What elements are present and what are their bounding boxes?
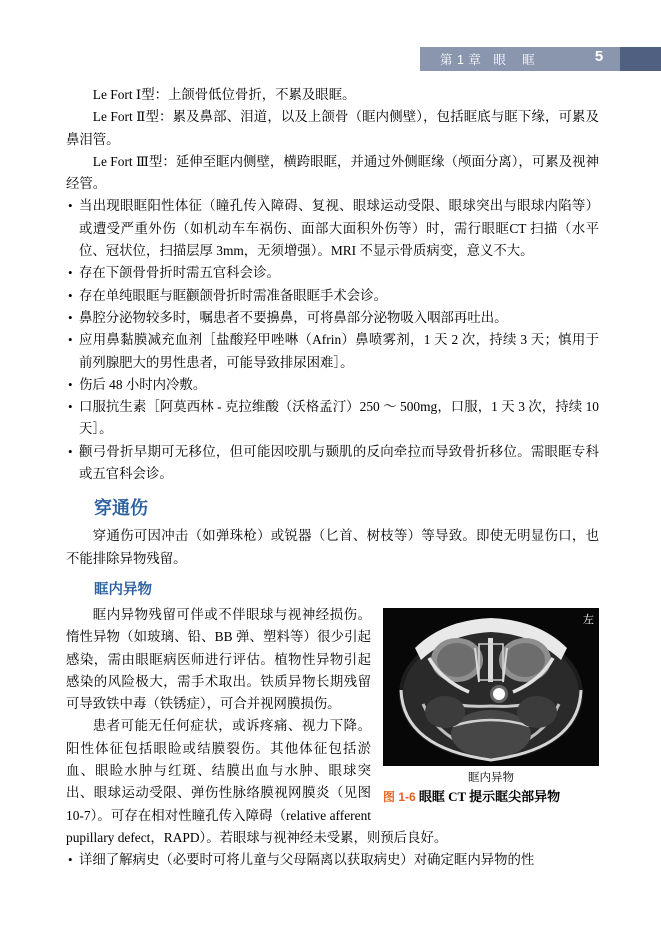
page-header — [0, 47, 661, 71]
ct-scan-image — [383, 608, 599, 766]
list-item: • 当出现眼眶阳性体征（瞳孔传入障碍、复视、眼球运动受限、眼球突出与眼球内陷等）或遭受严重外伤（如机动车车祸伤、面部大面积外伤等）时，需行眼眶CT 扫描（水平位、冠状位，扫描层厚 3mm，无须增强）。MRI 不显示骨质病变，意义不大。 — [66, 195, 599, 262]
chapter-title: 第 1 章 眼 眶 — [440, 53, 536, 67]
figure-number: 图 1-6 — [383, 789, 416, 804]
paragraph-lefort-3: Le Fort Ⅲ型：延伸至眶内侧壁，横跨眼眶，并通过外侧眶缘（颅面分离），可累及视神经管。 — [66, 153, 599, 192]
page-content — [66, 84, 599, 872]
ct-scan-graphic — [383, 608, 599, 766]
list-item: • 伤后 48 小时内冷敷。 — [66, 374, 599, 396]
figure-caption — [383, 788, 599, 806]
list-item: • 颧弓骨折早期可无移位，但可能因咬肌与颞肌的反向牵拉而导致骨折移位。需眼眶专科或五官科会诊。 — [66, 441, 599, 486]
paragraph-penetrating: 穿通伤可因冲击（如弹珠枪）或锐器（匕首、树枝等）等导致。即使无明显伤口，也不能排除异物残留。 — [66, 528, 599, 566]
list-item: • 鼻腔分泌物较多时，嘱患者不要擤鼻，可将鼻部分泌物吸入咽部再吐出。 — [66, 307, 599, 329]
page-number: 5 — [594, 48, 604, 65]
list-item: • 口服抗生素［阿莫西林 - 克拉维酸（沃格孟汀）250 ～ 500mg，口服，1 天 3 次，持续 10 天］。 — [66, 396, 599, 441]
figure-subcaption: 眶内异物 — [468, 771, 514, 784]
figure-orbital-ct — [383, 608, 599, 806]
figure-caption-text: 眼眶 CT 提示眶尖部异物 — [418, 788, 561, 804]
list-item: • 存在下颌骨骨折时需五官科会诊。 — [66, 262, 599, 284]
figure-side-label: 左 — [583, 613, 594, 626]
subsection-heading-foreign-body: 眶内异物 — [94, 581, 152, 598]
paragraph-lefort-1: Le Fort Ⅰ型：上颌骨低位骨折，不累及眼眶。 — [92, 87, 356, 102]
paragraph-lefort-2: Le Fort Ⅱ型：累及鼻部、泪道，以及上颌骨（眶内侧壁），包括眶底与眶下缘，可累及鼻泪管。 — [66, 109, 599, 147]
list-item: • 应用鼻黏膜减充血剂［盐酸羟甲唑啉（Afrin）鼻喷雾剂，1 天 2 次，持续 3 天；慎用于前列腺肥大的男性患者，可能导致排尿困难］。 — [66, 329, 599, 374]
paragraph-foreign-body-1: 眶内异物残留可伴或不伴眼球与视神经损伤。惰性异物（如玻璃、铅、BB 弹、塑料等）很少引起感染，需由眼眶病医师进行评估。植物性异物引起感染的风险极大，需手术取出。铁质异物长期残留可导致铁中毒（铁锈症），可合并视网膜损伤。 — [66, 606, 371, 712]
paragraph-foreign-body-2: 患者可能无任何症状，或诉疼痛、视力下降。阳性体征包括眼睑或结膜裂伤。其他体征包括淤血、眼睑水肿与红斑、结膜出血与水肿、眼球突出、眼球运动受限、弹伤性脉络膜视网膜炎（见图 10-7）。可存在相对性瞳孔传入障碍（relative afferent pupillary defect，RAPD）。若眼球与视神经未受累，则预后良好。 — [66, 718, 448, 845]
section-heading-penetrating: 穿通伤 — [94, 498, 148, 519]
list-item: • 详细了解病史（必要时可将儿童与父母隔离以获取病史）对确定眶内异物的性 — [66, 849, 599, 871]
header-bar-accent — [620, 47, 661, 71]
list-item: • 存在单纯眼眶与眶颧颌骨折时需准备眼眶手术会诊。 — [66, 285, 599, 307]
